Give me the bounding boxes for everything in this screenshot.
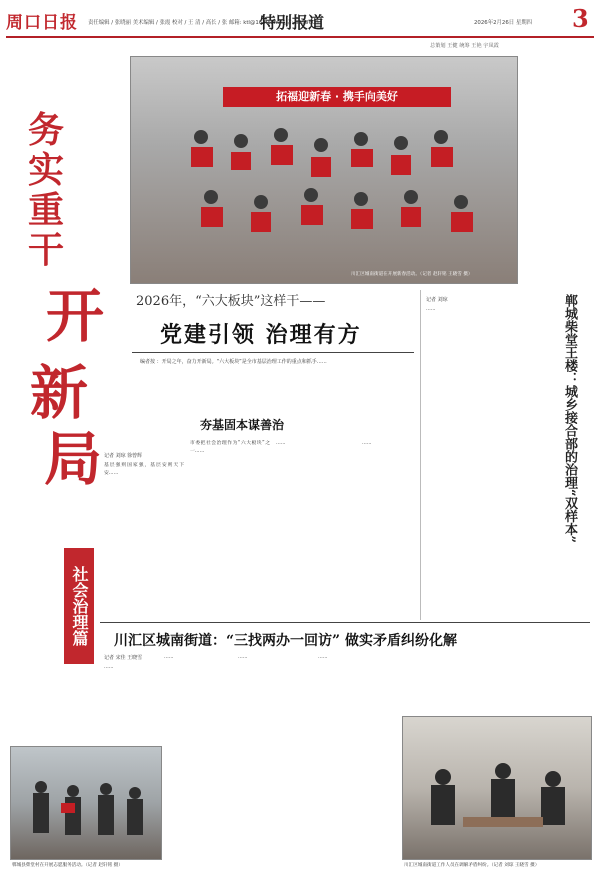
main-lead: 编者按 ：开局之年，奋力开新局。“六大板块”是全市基层治理工作的重点和抓手…… xyxy=(140,359,327,365)
second-byline: 记者 宋佳 王晓雪 xyxy=(104,655,143,661)
side-byline: 记者 刘琼 xyxy=(426,297,448,303)
second-col-2: …… xyxy=(164,655,174,660)
second-headline: 川汇区城南街道：“三找两办一回访” 做实矛盾纠纷化解 xyxy=(114,633,457,649)
main-col-3: …… xyxy=(276,441,286,446)
second-col-1: …… xyxy=(104,665,114,670)
people-figures xyxy=(11,747,161,859)
feature-title xyxy=(28,110,64,270)
title-char: 实 xyxy=(28,149,65,191)
side-body-1: …… xyxy=(426,307,436,312)
main-col-1: 基层强则国家强，基层安则天下安…… xyxy=(104,463,184,476)
top-photo xyxy=(130,56,518,284)
mediation-scene xyxy=(403,717,591,859)
second-col-4: …… xyxy=(318,655,328,660)
editor-info: 责任编辑 / 张晓丽 美术编辑 / 张霞 校对 / 王 清 / 高长 / 张 邮箱: ktl@163.com 电话: 6199603 xyxy=(88,20,319,26)
side-headline: 郸城柴堂王楼：城乡接合部的治理“双样本” xyxy=(562,294,577,543)
main-kicker: 2026年，“六大板块”这样干—— xyxy=(136,294,326,309)
section-tag: 社会治理篇 xyxy=(64,548,94,664)
bottom-left-photo xyxy=(10,746,162,860)
bottom-right-photo xyxy=(402,716,592,860)
divider xyxy=(132,352,414,353)
title-char-large: 新 xyxy=(30,359,89,427)
main-headline: 党建引领 治理有方 xyxy=(160,322,362,348)
bottom-left-caption: 郸城县柴堂村在开展志愿服务活动。（记者 赵轩铭 摄） xyxy=(12,863,123,868)
main-col-4: …… xyxy=(362,441,372,446)
title-char-large: 开 xyxy=(46,282,105,350)
second-col-3: …… xyxy=(238,655,248,660)
title-char: 重 xyxy=(28,189,65,231)
title-char: 干 xyxy=(28,229,65,271)
main-byline: 记者 刘琼 徐曾辉 xyxy=(104,453,143,459)
main-col-2: 市委把社会治理作为“六大板块”之一…… xyxy=(190,441,270,454)
photo-banner: 拓福迎新春 · 携手向美好 xyxy=(223,87,451,107)
masthead xyxy=(6,6,594,38)
issue-date: 2026年2月26日 星期四 xyxy=(474,20,533,26)
paper-logo: 周口日报 xyxy=(6,13,78,33)
bottom-right-caption: 川汇区城南街道工作人员在调解矛盾纠纷。（记者 刘琼 王晓雪 摄） xyxy=(404,863,540,868)
group-photo-figures xyxy=(131,57,517,283)
column-divider xyxy=(420,290,421,620)
title-char-large: 局 xyxy=(44,425,103,493)
divider-2 xyxy=(100,622,590,623)
page-number: 3 xyxy=(572,4,589,33)
feature-title-2 xyxy=(30,360,102,492)
title-char: 务 xyxy=(28,109,65,151)
top-photo-caption: 川汇区城南街道在开展新春活动。（记者 赵轩铭 王晓雪 摄） xyxy=(351,272,473,277)
credits: 总策划 王健 统筹 王艳 宇凤霞 xyxy=(430,43,499,49)
section-title: 特别报道 xyxy=(260,13,325,32)
main-section-title: 夯基固本谋善治 xyxy=(200,418,285,432)
